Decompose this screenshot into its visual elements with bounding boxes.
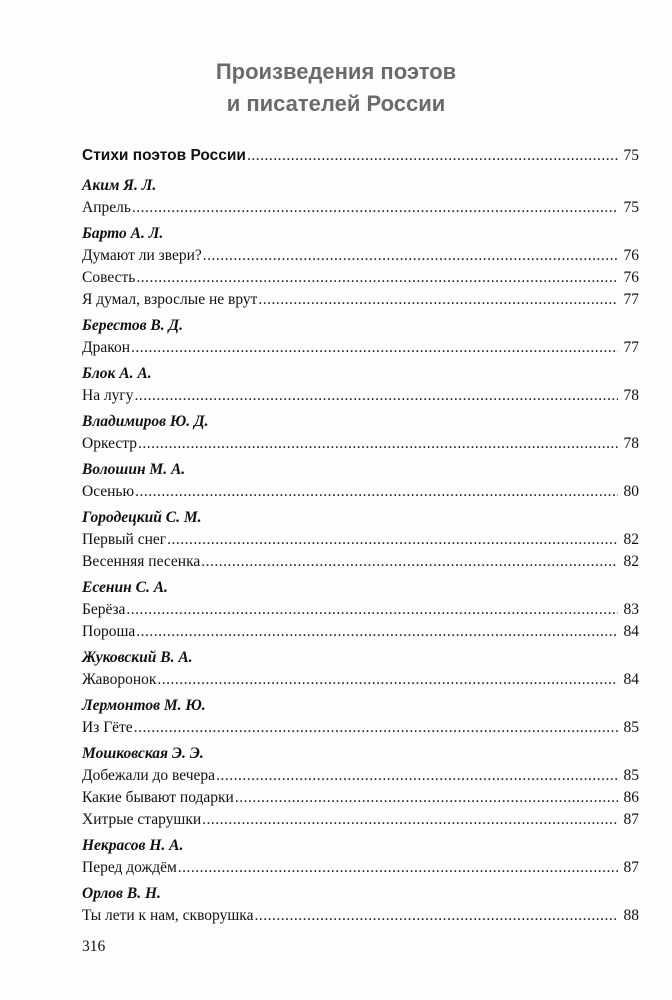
dot-leader (202, 809, 618, 831)
toc-author: Волошин М. А. (82, 461, 186, 478)
toc-entry-title: Пороша (82, 623, 136, 640)
toc-entry-title: Перед дождём (82, 859, 177, 876)
dot-leader (247, 143, 618, 169)
toc-section-title: Стихи поэтов России (82, 147, 246, 164)
toc-entry-title: Из Гёте (82, 719, 133, 736)
toc-author: Орлов В. Н. (82, 885, 161, 902)
dot-leader (254, 905, 618, 927)
toc-entry-page: 76 (623, 269, 639, 286)
dot-leader (167, 529, 618, 551)
toc-entry[interactable] (82, 433, 639, 455)
toc-entry-title: Думают ли звери? (82, 247, 202, 264)
toc-entry-title: Оркестр (82, 435, 137, 452)
toc-entry-page: 85 (623, 767, 639, 784)
toc-entry-page: 87 (623, 811, 639, 828)
toc-entry-page: 84 (623, 671, 639, 688)
toc-entry[interactable] (82, 621, 639, 643)
toc-entry[interactable] (82, 529, 639, 551)
toc-entry-title: Хитрые старушки (82, 811, 202, 828)
toc-entry-title: Весенняя песенка (82, 553, 201, 570)
toc-entry-page: 80 (623, 483, 639, 500)
toc-author: Блок А. А. (82, 365, 152, 382)
dot-leader (134, 717, 618, 739)
dot-leader (136, 267, 618, 289)
toc-entry-page: 78 (623, 387, 639, 404)
dot-leader (201, 551, 618, 573)
toc-entry[interactable] (82, 717, 639, 739)
toc-entry-title: Ты лети к нам, скворушка (82, 907, 254, 924)
toc-entry-page: 84 (623, 623, 639, 640)
toc-author: Владимиров Ю. Д. (82, 413, 209, 430)
page-title-line-2: и писателей России (226, 91, 446, 116)
toc-entry-page: 88 (623, 907, 639, 924)
toc-entry-page: 83 (623, 601, 639, 618)
dot-leader (126, 599, 618, 621)
page-title-line-1: Произведения поэтов (215, 59, 457, 84)
toc-entry[interactable] (82, 857, 639, 879)
dot-leader (235, 787, 618, 809)
toc-entry[interactable] (82, 809, 639, 831)
toc-author: Жуковский В. А. (82, 649, 193, 666)
dot-leader (258, 289, 618, 311)
page-title (0, 56, 672, 120)
toc-entry[interactable] (82, 669, 639, 691)
toc-author: Лермонтов М. Ю. (82, 697, 206, 714)
toc-entry[interactable] (82, 385, 639, 407)
dot-leader (203, 245, 618, 267)
toc-entry-title: Берёза (82, 601, 126, 618)
toc-entry[interactable] (82, 551, 639, 573)
toc-entry-title: Жаворонок (82, 671, 157, 688)
author-list (82, 175, 639, 927)
dot-leader (131, 337, 618, 359)
toc-entry[interactable] (82, 245, 639, 267)
toc-entry-page: 82 (623, 553, 639, 570)
toc-entry-page: 77 (623, 291, 639, 308)
toc-entry[interactable] (82, 197, 639, 219)
toc-entry-title: На лугу (82, 387, 134, 404)
toc-section-page: 75 (623, 147, 639, 164)
toc-entry-title: Добежали до вечера (82, 767, 216, 784)
toc-entry-page: 77 (623, 339, 639, 356)
dot-leader (135, 385, 618, 407)
toc-entry-title: Дракон (82, 339, 130, 356)
toc-author: Мошковская Э. Э. (82, 745, 204, 762)
toc-entry-page: 82 (623, 531, 639, 548)
toc-entry[interactable] (82, 481, 639, 503)
toc-entry[interactable] (82, 905, 639, 927)
toc-entry-page: 78 (623, 435, 639, 452)
dot-leader (136, 621, 618, 643)
dot-leader (132, 197, 618, 219)
toc-entry-page: 87 (623, 859, 639, 876)
toc-entry-page: 75 (623, 199, 639, 216)
toc-author: Некрасов Н. А. (82, 837, 184, 854)
toc-entry-page: 86 (623, 789, 639, 806)
dot-leader (138, 433, 618, 455)
toc-entry-title: Первый снег (82, 531, 167, 548)
dot-leader (135, 481, 618, 503)
toc-entry-page: 85 (623, 719, 639, 736)
toc-entry-page: 76 (623, 247, 639, 264)
toc-entry[interactable] (82, 765, 639, 787)
toc-entry[interactable] (82, 787, 639, 809)
toc-author: Городецкий С. М. (82, 509, 202, 526)
toc-entry-title: Совесть (82, 269, 136, 286)
toc-entry-title: Я думал, взрослые не врут (82, 291, 258, 308)
toc-section[interactable] (82, 143, 639, 169)
toc-entry[interactable] (82, 337, 639, 359)
toc-author: Есенин С. А. (82, 579, 168, 596)
dot-leader (216, 765, 618, 787)
toc-entry[interactable] (82, 289, 639, 311)
toc-entry-title: Апрель (82, 199, 131, 216)
table-of-contents (82, 140, 639, 927)
toc-entry-title: Осенью (82, 483, 135, 500)
toc-entry[interactable] (82, 267, 639, 289)
toc-entry-title: Какие бывают подарки (82, 789, 234, 806)
toc-author: Барто А. Л. (82, 225, 164, 242)
dot-leader (178, 857, 618, 879)
toc-entry[interactable] (82, 599, 639, 621)
toc-author: Аким Я. Л. (82, 177, 157, 194)
toc-author: Берестов В. Д. (82, 317, 183, 334)
folio-page-number: 316 (82, 938, 106, 955)
dot-leader (157, 669, 618, 691)
